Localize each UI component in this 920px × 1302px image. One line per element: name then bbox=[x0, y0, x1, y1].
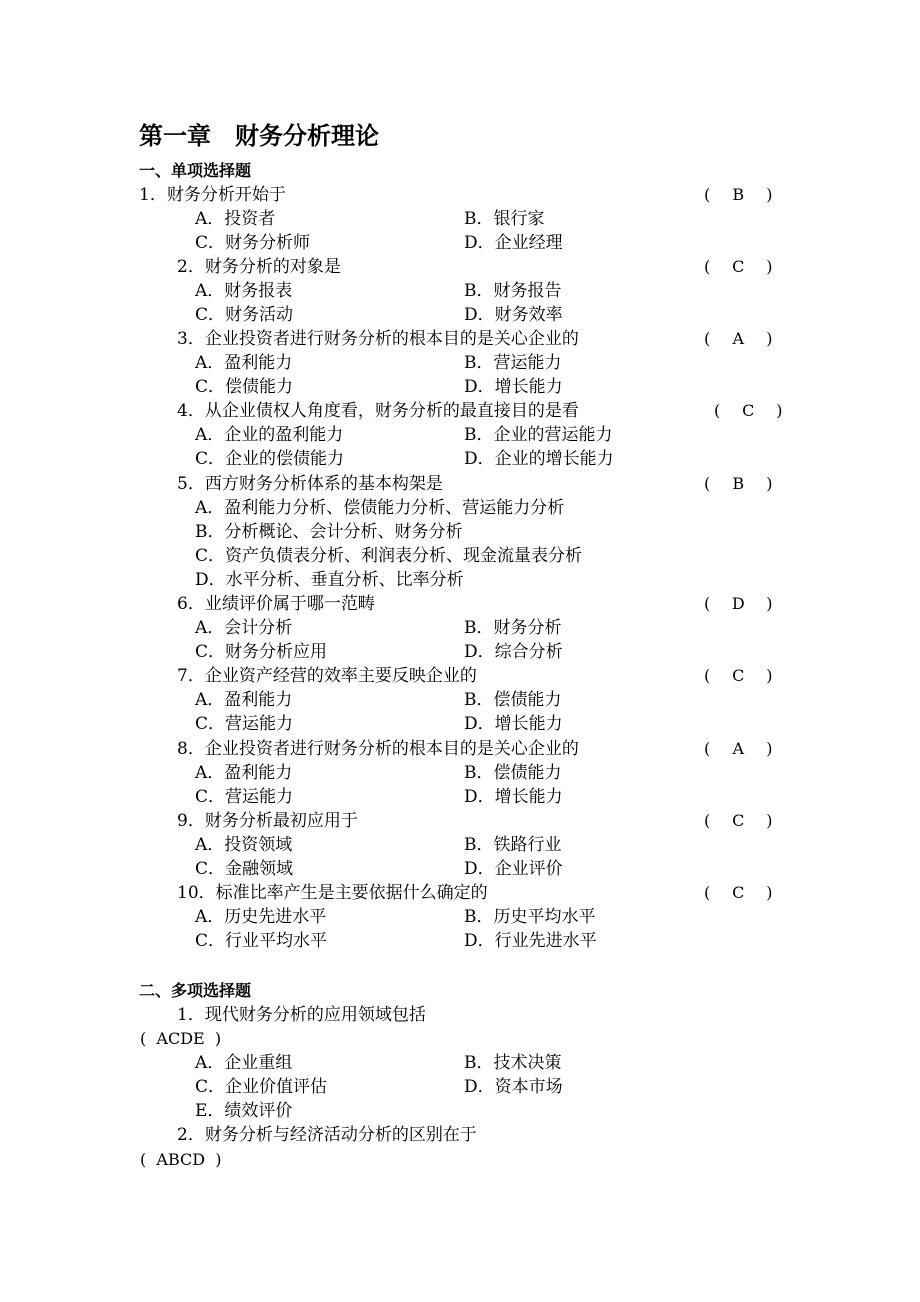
question-3-answer-value: A bbox=[732, 329, 745, 348]
question-9-option-a: A．投资领域 bbox=[195, 835, 293, 855]
question-8-option-b: B．偿债能力 bbox=[464, 763, 562, 783]
section-multiple-choice-title: 二、多项选择题 bbox=[139, 981, 252, 1000]
multi-question-1-option-a: A．企业重组 bbox=[195, 1053, 293, 1073]
question-10-option-c: C．行业平均水平 bbox=[195, 931, 328, 951]
multi-question-1-option-b: B．技术决策 bbox=[464, 1053, 562, 1073]
question-7-option-c: C．营运能力 bbox=[195, 714, 294, 734]
question-4-answer-value: C bbox=[742, 401, 755, 420]
question-1-answer: ( B ) bbox=[704, 185, 773, 204]
question-2-option-a: A．财务报表 bbox=[195, 281, 293, 301]
question-1-option-d: D．企业经理 bbox=[464, 233, 563, 253]
question-7-option-b: B．偿债能力 bbox=[464, 690, 562, 710]
question-4-option-c: C．企业的偿债能力 bbox=[195, 449, 345, 469]
question-7-option-d: D．增长能力 bbox=[464, 714, 563, 734]
question-2-option-b: B．财务报告 bbox=[464, 281, 562, 301]
multi-question-1-answer-value: ACDE bbox=[156, 1029, 205, 1048]
question-6-option-a: A．会计分析 bbox=[195, 618, 293, 638]
question-8-option-a: A．盈利能力 bbox=[195, 763, 293, 783]
question-10-stem: 10．标准比率产生是主要依据什么确定的 bbox=[177, 883, 488, 903]
multi-question-2-answer-value: ABCD bbox=[156, 1150, 206, 1169]
question-6-answer: ( D ) bbox=[704, 594, 773, 613]
question-7-answer: ( C ) bbox=[704, 666, 773, 685]
question-3-stem: 3．企业投资者进行财务分析的根本目的是关心企业的 bbox=[177, 329, 579, 349]
multi-question-1-option-d: D．资本市场 bbox=[464, 1077, 563, 1097]
multi-question-1-option-c: C．企业价值评估 bbox=[195, 1077, 328, 1097]
question-8-answer: ( A ) bbox=[704, 739, 773, 758]
question-1-answer-value: B bbox=[732, 185, 745, 204]
multi-question-1-answer: ( ACDE ) bbox=[140, 1029, 222, 1048]
question-7-answer-value: C bbox=[732, 666, 745, 685]
question-5-option-b: B．分析概论、会计分析、财务分析 bbox=[195, 522, 463, 542]
question-8-stem: 8．企业投资者进行财务分析的根本目的是关心企业的 bbox=[177, 739, 579, 759]
question-6-option-c: C．财务分析应用 bbox=[195, 642, 328, 662]
question-1-option-b: B．银行家 bbox=[464, 209, 545, 229]
question-3-option-b: B．营运能力 bbox=[464, 353, 562, 373]
question-7-option-a: A．盈利能力 bbox=[195, 690, 293, 710]
question-5-option-a: A．盈利能力分析、偿债能力分析、营运能力分析 bbox=[195, 498, 565, 518]
question-8-option-d: D．增长能力 bbox=[464, 787, 563, 807]
question-10-option-b: B．历史平均水平 bbox=[464, 907, 596, 927]
question-2-stem: 2．财务分析的对象是 bbox=[177, 257, 341, 277]
question-5-answer: ( B ) bbox=[704, 474, 773, 493]
question-6-option-d: D．综合分析 bbox=[464, 642, 563, 662]
question-2-option-d: D．财务效率 bbox=[464, 305, 563, 325]
question-5-option-d: D．水平分析、垂直分析、比率分析 bbox=[195, 570, 464, 590]
question-1-option-c: C．财务分析师 bbox=[195, 233, 311, 253]
question-9-option-b: B．铁路行业 bbox=[464, 835, 562, 855]
question-3-answer: ( A ) bbox=[704, 329, 773, 348]
question-8-answer-value: A bbox=[732, 739, 745, 758]
question-4-option-d: D．企业的增长能力 bbox=[464, 449, 614, 469]
question-4-answer: ( C ) bbox=[714, 401, 783, 420]
question-5-option-c: C．资产负债表分析、利润表分析、现金流量表分析 bbox=[195, 546, 583, 566]
question-6-answer-value: D bbox=[731, 594, 745, 613]
question-3-option-a: A．盈利能力 bbox=[195, 353, 293, 373]
question-4-option-a: A．企业的盈利能力 bbox=[195, 425, 344, 445]
question-5-answer-value: B bbox=[732, 474, 745, 493]
question-8-option-c: C．营运能力 bbox=[195, 787, 294, 807]
question-9-option-c: C．金融领域 bbox=[195, 859, 294, 879]
section-single-choice-title: 一、单项选择题 bbox=[139, 161, 252, 180]
question-5-stem: 5．西方财务分析体系的基本构架是 bbox=[177, 474, 443, 494]
multi-question-1-stem: 1．现代财务分析的应用领域包括 bbox=[177, 1005, 426, 1025]
question-6-option-b: B．财务分析 bbox=[464, 618, 562, 638]
question-2-answer: ( C ) bbox=[704, 257, 773, 276]
question-9-option-d: D．企业评价 bbox=[464, 859, 563, 879]
question-6-stem: 6．业绩评价属于哪一范畴 bbox=[177, 594, 375, 614]
question-9-stem: 9．财务分析最初应用于 bbox=[177, 811, 358, 831]
question-2-answer-value: C bbox=[732, 257, 745, 276]
chapter-title: 第一章 财务分析理论 bbox=[139, 122, 379, 150]
multi-question-2-stem: 2．财务分析与经济活动分析的区别在于 bbox=[177, 1125, 477, 1145]
question-10-answer: ( C ) bbox=[704, 883, 773, 902]
multi-question-1-option-e: E．绩效评价 bbox=[195, 1101, 293, 1121]
question-10-option-d: D．行业先进水平 bbox=[464, 931, 597, 951]
question-10-answer-value: C bbox=[732, 883, 745, 902]
question-3-option-c: C．偿债能力 bbox=[195, 377, 294, 397]
question-2-option-c: C．财务活动 bbox=[195, 305, 294, 325]
question-7-stem: 7．企业资产经营的效率主要反映企业的 bbox=[177, 666, 477, 686]
question-1-stem: 1．财务分析开始于 bbox=[139, 185, 286, 205]
question-1-option-a: A．投资者 bbox=[195, 209, 276, 229]
question-4-option-b: B．企业的营运能力 bbox=[464, 425, 613, 445]
question-4-stem: 4．从企业债权人角度看，财务分析的最直接目的是看 bbox=[177, 401, 579, 421]
multi-question-2-answer: ( ABCD ) bbox=[140, 1150, 222, 1169]
question-10-option-a: A．历史先进水平 bbox=[195, 907, 327, 927]
question-3-option-d: D．增长能力 bbox=[464, 377, 563, 397]
question-9-answer-value: C bbox=[732, 811, 745, 830]
question-9-answer: ( C ) bbox=[704, 811, 773, 830]
